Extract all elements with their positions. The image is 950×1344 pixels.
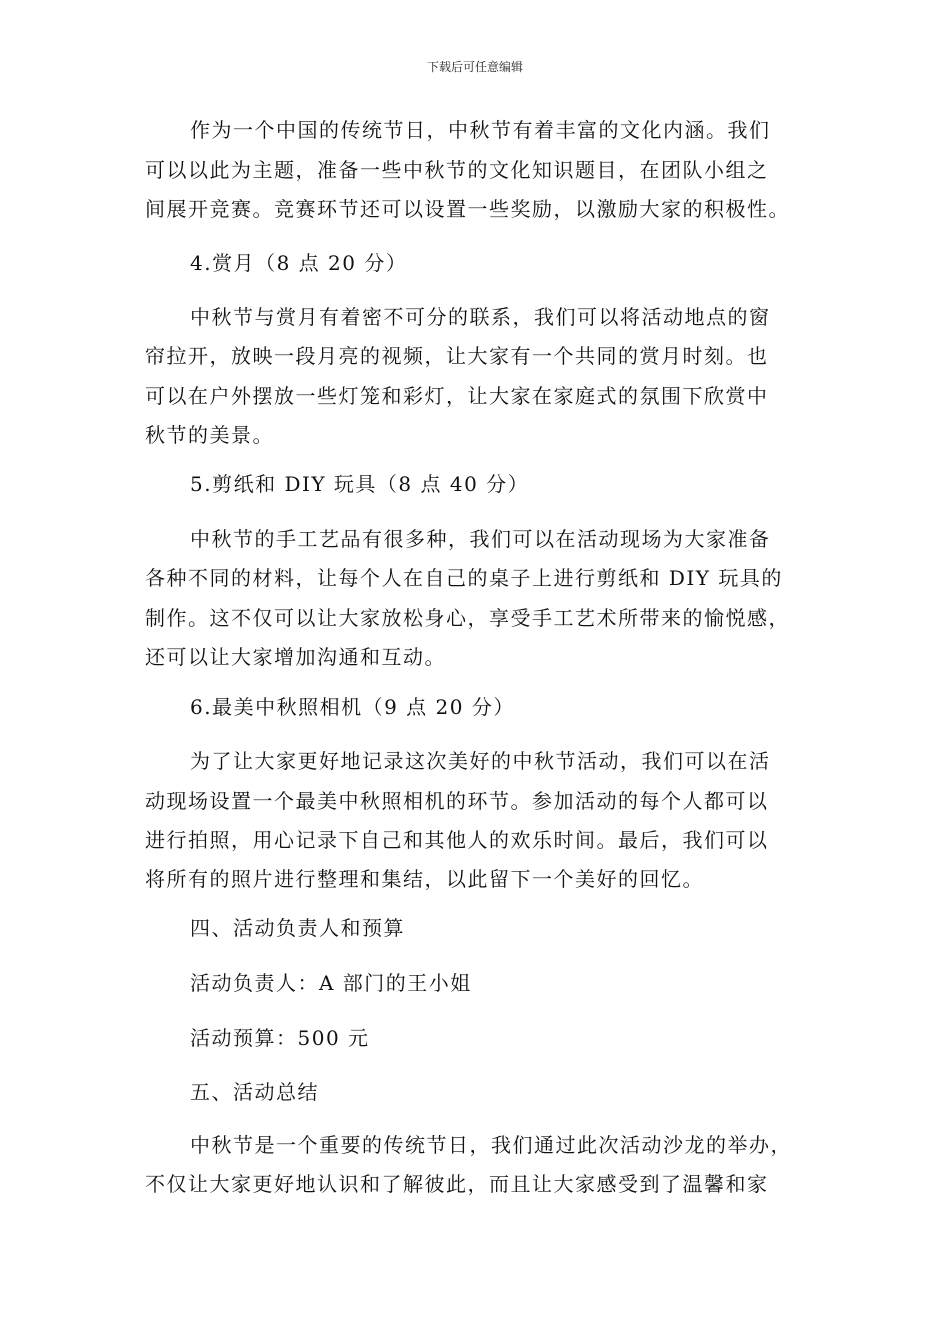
paragraph-line: 中秋节与赏月有着密不可分的联系，我们可以将活动地点的窗 bbox=[190, 305, 771, 329]
paragraph-line: 制作。这不仅可以让大家放松身心，享受手工艺术所带来的愉悦感， bbox=[145, 606, 790, 630]
paragraph-line: 可以在户外摆放一些灯笼和彩灯，让大家在家庭式的氛围下欣赏中 bbox=[145, 384, 769, 408]
section-heading: 五、活动总结 bbox=[190, 1080, 319, 1104]
budget: 活动预算：500 元 bbox=[190, 1026, 370, 1050]
section-heading: 5.剪纸和 DIY 玩具（8 点 40 分） bbox=[190, 472, 530, 496]
paragraph-line: 秋节的美景。 bbox=[145, 423, 274, 447]
section-heading: 4.赏月（8 点 20 分） bbox=[190, 251, 408, 275]
paragraph-line: 中秋节的手工艺品有很多种，我们可以在活动现场为大家准备 bbox=[190, 527, 771, 551]
paragraph-line: 各种不同的材料，让每个人在自己的桌子上进行剪纸和 DIY 玩具的 bbox=[145, 566, 783, 590]
paragraph-line: 间展开竞赛。竞赛环节还可以设置一些奖励，以激励大家的积极性。 bbox=[145, 197, 790, 221]
responsible-person: 活动负责人：A 部门的王小姐 bbox=[190, 971, 472, 995]
paragraph-line: 可以以此为主题，准备一些中秋节的文化知识题目，在团队小组之 bbox=[145, 158, 769, 182]
paragraph-line: 动现场设置一个最美中秋照相机的环节。参加活动的每个人都可以 bbox=[145, 789, 769, 813]
section-heading: 6.最美中秋照相机（9 点 20 分） bbox=[190, 695, 515, 719]
paragraph-line: 帘拉开，放映一段月亮的视频，让大家有一个共同的赏月时刻。也 bbox=[145, 344, 769, 368]
paragraph-line: 还可以让大家增加沟通和互动。 bbox=[145, 645, 446, 669]
download-note: 下载后可任意编辑 bbox=[426, 60, 523, 74]
paragraph-line: 不仅让大家更好地认识和了解彼此，而且让大家感受到了温馨和家 bbox=[145, 1172, 769, 1196]
paragraph-line: 将所有的照片进行整理和集结，以此留下一个美好的回忆。 bbox=[145, 867, 704, 891]
paragraph-line: 中秋节是一个重要的传统节日，我们通过此次活动沙龙的举办， bbox=[190, 1133, 792, 1157]
paragraph-line: 进行拍照，用心记录下自己和其他人的欢乐时间。最后，我们可以 bbox=[145, 828, 769, 852]
paragraph-line: 为了让大家更好地记录这次美好的中秋节活动，我们可以在活 bbox=[190, 749, 771, 773]
paragraph-line: 作为一个中国的传统节日，中秋节有着丰富的文化内涵。我们 bbox=[190, 118, 771, 142]
section-heading: 四、活动负责人和预算 bbox=[190, 916, 405, 940]
